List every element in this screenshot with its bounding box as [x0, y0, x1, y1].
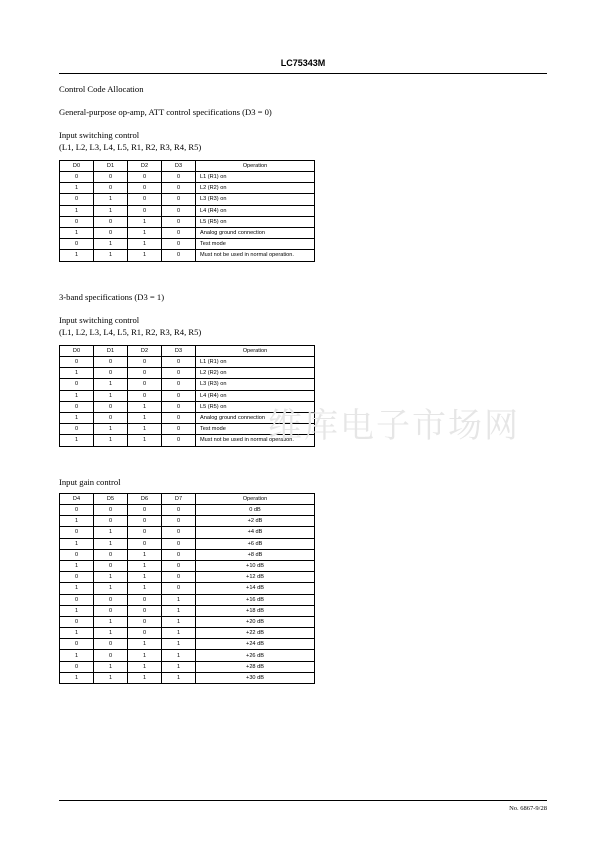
bit-cell: 1 — [128, 583, 162, 594]
table-row — [60, 357, 315, 368]
bit-cell: 0 — [162, 401, 196, 412]
bit-cell: 1 — [94, 527, 128, 538]
bit-cell: 0 — [128, 194, 162, 205]
bit-cell: 1 — [128, 672, 162, 683]
bit-cell: 1 — [60, 412, 94, 423]
input-gain-table — [59, 493, 315, 684]
bit-cell: 1 — [128, 572, 162, 583]
table-row — [60, 605, 315, 616]
table-row — [60, 183, 315, 194]
bit-cell: 1 — [162, 650, 196, 661]
bit-cell: 0 — [60, 401, 94, 412]
bit-cell: 0 — [128, 379, 162, 390]
bit-cell: 1 — [60, 538, 94, 549]
column-header: D0 — [60, 161, 94, 172]
bit-cell: 0 — [94, 594, 128, 605]
table-row — [60, 538, 315, 549]
table-row — [60, 239, 315, 250]
bit-cell: 0 — [94, 401, 128, 412]
table-row — [60, 194, 315, 205]
column-header: D6 — [128, 494, 162, 505]
column-header: D5 — [94, 494, 128, 505]
bit-cell: 1 — [128, 239, 162, 250]
operation-cell: +16 dB — [196, 594, 315, 605]
bit-cell: 0 — [162, 412, 196, 423]
operation-cell: Analog ground connection — [196, 227, 315, 238]
table-row — [60, 527, 315, 538]
operation-cell: L1 (R1) on — [196, 357, 315, 368]
bit-cell: 0 — [162, 379, 196, 390]
table-row — [60, 560, 315, 571]
bit-cell: 0 — [162, 194, 196, 205]
bit-cell: 0 — [94, 505, 128, 516]
bit-cell: 0 — [60, 549, 94, 560]
operation-cell: L5 (R5) on — [196, 401, 315, 412]
bit-cell: 0 — [94, 368, 128, 379]
bit-cell: 1 — [94, 616, 128, 627]
bit-cell: 0 — [128, 368, 162, 379]
bit-cell: 0 — [94, 650, 128, 661]
bit-cell: 1 — [60, 183, 94, 194]
bit-cell: 1 — [94, 205, 128, 216]
bit-cell: 1 — [162, 628, 196, 639]
table-row — [60, 549, 315, 560]
bit-cell: 0 — [162, 572, 196, 583]
operation-cell: +22 dB — [196, 628, 315, 639]
table-row — [60, 250, 315, 261]
column-header: D2 — [128, 161, 162, 172]
bit-cell: 1 — [128, 250, 162, 261]
bit-cell: 1 — [128, 560, 162, 571]
bit-cell: 0 — [94, 516, 128, 527]
column-header: D7 — [162, 494, 196, 505]
operation-cell: +24 dB — [196, 639, 315, 650]
bit-cell: 1 — [128, 216, 162, 227]
bit-cell: 0 — [94, 412, 128, 423]
bit-cell: 1 — [128, 435, 162, 446]
bit-cell: 0 — [60, 172, 94, 183]
band-subtitle: Input switching control — [59, 315, 140, 325]
bit-cell: 1 — [128, 549, 162, 560]
bit-cell: 1 — [94, 194, 128, 205]
operation-cell: L1 (R1) on — [196, 172, 315, 183]
table-row — [60, 172, 315, 183]
bit-cell: 1 — [162, 672, 196, 683]
bit-cell: 0 — [60, 194, 94, 205]
bit-cell: 0 — [94, 172, 128, 183]
operation-cell: L4 (R4) on — [196, 390, 315, 401]
footer-rule — [59, 800, 547, 801]
table-row — [60, 628, 315, 639]
column-header: Operation — [196, 161, 315, 172]
operation-cell: +20 dB — [196, 616, 315, 627]
page-number: No. 6867-9/28 — [509, 805, 547, 812]
bit-cell: 1 — [94, 628, 128, 639]
bit-cell: 0 — [60, 216, 94, 227]
operation-cell: +10 dB — [196, 560, 315, 571]
table-row — [60, 379, 315, 390]
operation-cell: 0 dB — [196, 505, 315, 516]
table-row — [60, 583, 315, 594]
bit-cell: 0 — [60, 505, 94, 516]
bit-cell: 0 — [162, 239, 196, 250]
bit-cell: 1 — [94, 435, 128, 446]
bit-cell: 0 — [162, 368, 196, 379]
bit-cell: 1 — [94, 379, 128, 390]
operation-cell: +18 dB — [196, 605, 315, 616]
bit-cell: 0 — [128, 205, 162, 216]
bit-cell: 0 — [162, 227, 196, 238]
bit-cell: 0 — [60, 357, 94, 368]
operation-cell: +2 dB — [196, 516, 315, 527]
column-header: D3 — [162, 161, 196, 172]
bit-cell: 1 — [94, 672, 128, 683]
bit-cell: 1 — [128, 424, 162, 435]
operation-cell: Analog ground connection — [196, 412, 315, 423]
bit-cell: 0 — [128, 516, 162, 527]
part-number: LC75343M — [280, 58, 326, 68]
column-header: Operation — [196, 346, 315, 357]
bit-cell: 1 — [60, 583, 94, 594]
table-row — [60, 516, 315, 527]
bit-cell: 1 — [94, 390, 128, 401]
operation-cell: L5 (R5) on — [196, 216, 315, 227]
bit-cell: 0 — [94, 560, 128, 571]
bit-cell: 0 — [94, 357, 128, 368]
bit-cell: 0 — [60, 424, 94, 435]
bit-cell: 1 — [60, 628, 94, 639]
operation-cell: L2 (R2) on — [196, 368, 315, 379]
bit-cell: 0 — [162, 250, 196, 261]
bit-cell: 0 — [128, 172, 162, 183]
table-header-row — [60, 161, 315, 172]
bit-cell: 1 — [128, 401, 162, 412]
table-row — [60, 216, 315, 227]
bit-cell: 0 — [162, 505, 196, 516]
band-channels: (L1, L2, L3, L4, L5, R1, R2, R3, R4, R5) — [59, 327, 202, 337]
table-row — [60, 227, 315, 238]
general-spec-title: General-purpose op-amp, ATT control specifications (D3 = 0) — [59, 107, 272, 117]
column-header: D2 — [128, 346, 162, 357]
table-header-row — [60, 346, 315, 357]
bit-cell: 1 — [128, 639, 162, 650]
table-row — [60, 661, 315, 672]
bit-cell: 1 — [128, 661, 162, 672]
table-row — [60, 368, 315, 379]
bit-cell: 1 — [94, 239, 128, 250]
bit-cell: 1 — [60, 390, 94, 401]
bit-cell: 0 — [128, 628, 162, 639]
operation-cell: Test mode — [196, 424, 315, 435]
bit-cell: 1 — [60, 250, 94, 261]
bit-cell: 1 — [162, 639, 196, 650]
bit-cell: 1 — [60, 605, 94, 616]
table-row — [60, 639, 315, 650]
bit-cell: 0 — [128, 605, 162, 616]
bit-cell: 1 — [60, 227, 94, 238]
bit-cell: 1 — [94, 661, 128, 672]
operation-cell: +6 dB — [196, 538, 315, 549]
column-header: D1 — [94, 161, 128, 172]
bit-cell: 0 — [162, 538, 196, 549]
operation-cell: L2 (R2) on — [196, 183, 315, 194]
table-row — [60, 672, 315, 683]
operation-cell: +14 dB — [196, 583, 315, 594]
column-header: Operation — [196, 494, 315, 505]
operation-cell: +8 dB — [196, 549, 315, 560]
operation-cell: Must not be used in normal operation. — [196, 435, 315, 446]
bit-cell: 0 — [162, 357, 196, 368]
general-input-switching-table — [59, 160, 315, 262]
column-header: D4 — [60, 494, 94, 505]
bit-cell: 0 — [128, 183, 162, 194]
bit-cell: 1 — [128, 412, 162, 423]
column-header: D1 — [94, 346, 128, 357]
bit-cell: 0 — [60, 661, 94, 672]
bit-cell: 0 — [94, 216, 128, 227]
table-header-row — [60, 494, 315, 505]
bit-cell: 0 — [162, 216, 196, 227]
bit-cell: 1 — [94, 424, 128, 435]
table-row — [60, 572, 315, 583]
operation-cell: +4 dB — [196, 527, 315, 538]
bit-cell: 1 — [94, 250, 128, 261]
band-spec-title: 3-band specifications (D3 = 1) — [59, 292, 165, 302]
bit-cell: 0 — [162, 549, 196, 560]
bit-cell: 0 — [94, 639, 128, 650]
table-row — [60, 505, 315, 516]
operation-cell: +30 dB — [196, 672, 315, 683]
bit-cell: 0 — [60, 572, 94, 583]
bit-cell: 0 — [162, 390, 196, 401]
bit-cell: 1 — [162, 605, 196, 616]
bit-cell: 0 — [162, 424, 196, 435]
bit-cell: 0 — [162, 516, 196, 527]
bit-cell: 0 — [94, 605, 128, 616]
bit-cell: 0 — [60, 239, 94, 250]
bit-cell: 0 — [162, 583, 196, 594]
bit-cell: 0 — [60, 639, 94, 650]
section-title: Control Code Allocation — [59, 84, 144, 94]
bit-cell: 1 — [60, 672, 94, 683]
operation-cell: Must not be used in normal operation. — [196, 250, 315, 261]
bit-cell: 0 — [128, 390, 162, 401]
operation-cell: +28 dB — [196, 661, 315, 672]
bit-cell: 1 — [128, 650, 162, 661]
column-header: D3 — [162, 346, 196, 357]
operation-cell: L3 (R3) on — [196, 194, 315, 205]
operation-cell: L3 (R3) on — [196, 379, 315, 390]
bit-cell: 1 — [94, 583, 128, 594]
bit-cell: 0 — [162, 205, 196, 216]
bit-cell: 1 — [128, 227, 162, 238]
table-row — [60, 650, 315, 661]
bit-cell: 1 — [60, 650, 94, 661]
bit-cell: 0 — [162, 172, 196, 183]
bit-cell: 1 — [60, 205, 94, 216]
bit-cell: 0 — [128, 594, 162, 605]
bit-cell: 1 — [60, 368, 94, 379]
bit-cell: 0 — [162, 560, 196, 571]
general-subtitle: Input switching control — [59, 130, 140, 140]
operation-cell: L4 (R4) on — [196, 205, 315, 216]
gain-title: Input gain control — [59, 477, 121, 487]
table-row — [60, 594, 315, 605]
bit-cell: 0 — [162, 435, 196, 446]
bit-cell: 1 — [60, 516, 94, 527]
operation-cell: Test mode — [196, 239, 315, 250]
bit-cell: 1 — [94, 538, 128, 549]
bit-cell: 1 — [60, 560, 94, 571]
bit-cell: 0 — [60, 594, 94, 605]
bit-cell: 0 — [128, 538, 162, 549]
table-row — [60, 616, 315, 627]
bit-cell: 0 — [162, 527, 196, 538]
bit-cell: 0 — [60, 379, 94, 390]
bit-cell: 1 — [162, 661, 196, 672]
bit-cell: 0 — [60, 616, 94, 627]
table-row — [60, 205, 315, 216]
bit-cell: 0 — [94, 549, 128, 560]
operation-cell: +26 dB — [196, 650, 315, 661]
bit-cell: 0 — [128, 505, 162, 516]
bit-cell: 0 — [128, 357, 162, 368]
watermark: 维库电子市场网 — [268, 406, 520, 446]
bit-cell: 0 — [94, 227, 128, 238]
operation-cell: +12 dB — [196, 572, 315, 583]
bit-cell: 1 — [60, 435, 94, 446]
bit-cell: 1 — [162, 616, 196, 627]
bit-cell: 0 — [94, 183, 128, 194]
bit-cell: 0 — [60, 527, 94, 538]
bit-cell: 0 — [128, 616, 162, 627]
column-header: D0 — [60, 346, 94, 357]
general-channels: (L1, L2, L3, L4, L5, R1, R2, R3, R4, R5) — [59, 142, 202, 152]
bit-cell: 1 — [94, 572, 128, 583]
bit-cell: 1 — [162, 594, 196, 605]
bit-cell: 0 — [162, 183, 196, 194]
page-header — [59, 58, 547, 74]
bit-cell: 0 — [128, 527, 162, 538]
